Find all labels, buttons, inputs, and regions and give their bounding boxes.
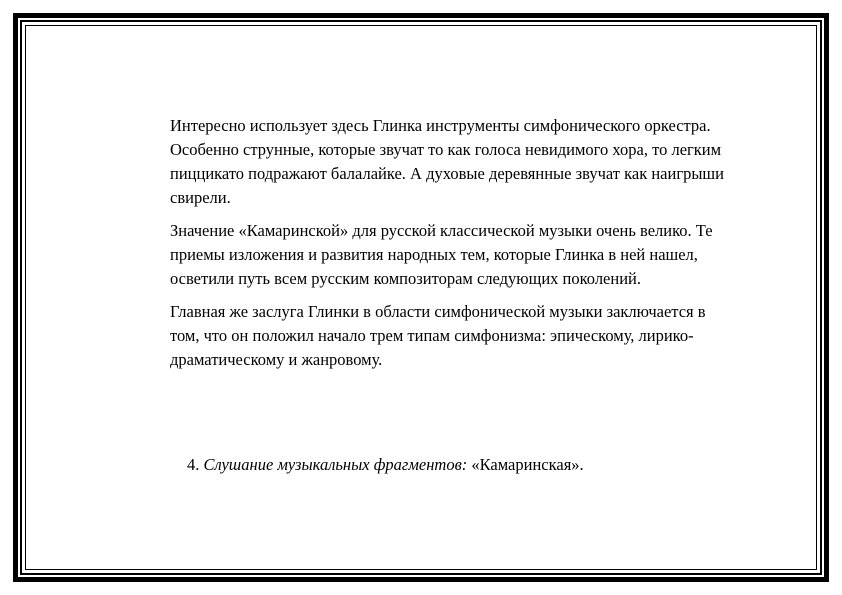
body-text xyxy=(170,114,730,381)
paragraph-main-merit: Главная же заслуга Глинки в области симфонической музыки заключается в том, что он положил начало трем типам симфонизма: эпическому, лирико-драматическому и жанровому. xyxy=(170,302,706,369)
numbered-item-listening xyxy=(187,453,747,477)
paragraph-significance: Значение «Камаринской» для русской классической музыки очень велико. Те приемы изложения и развития народных тем, которые Глинка в ней нашел, осветили путь всем русским композиторам следующих поколений. xyxy=(170,221,713,288)
paragraph-instruments: Интересно использует здесь Глинка инструменты симфонического оркестра. Особенно струнные, которые звучат то как голоса невидимого хора, то легким пиццикато подражают балалайке. А духовые деревянные звучат как наигрыши свирели. xyxy=(170,116,724,207)
list-number: 4. xyxy=(187,455,200,474)
list-item-text: «Камаринская». xyxy=(471,455,584,474)
list-italic-label: Слушание музыкальных фрагментов: xyxy=(203,455,468,474)
